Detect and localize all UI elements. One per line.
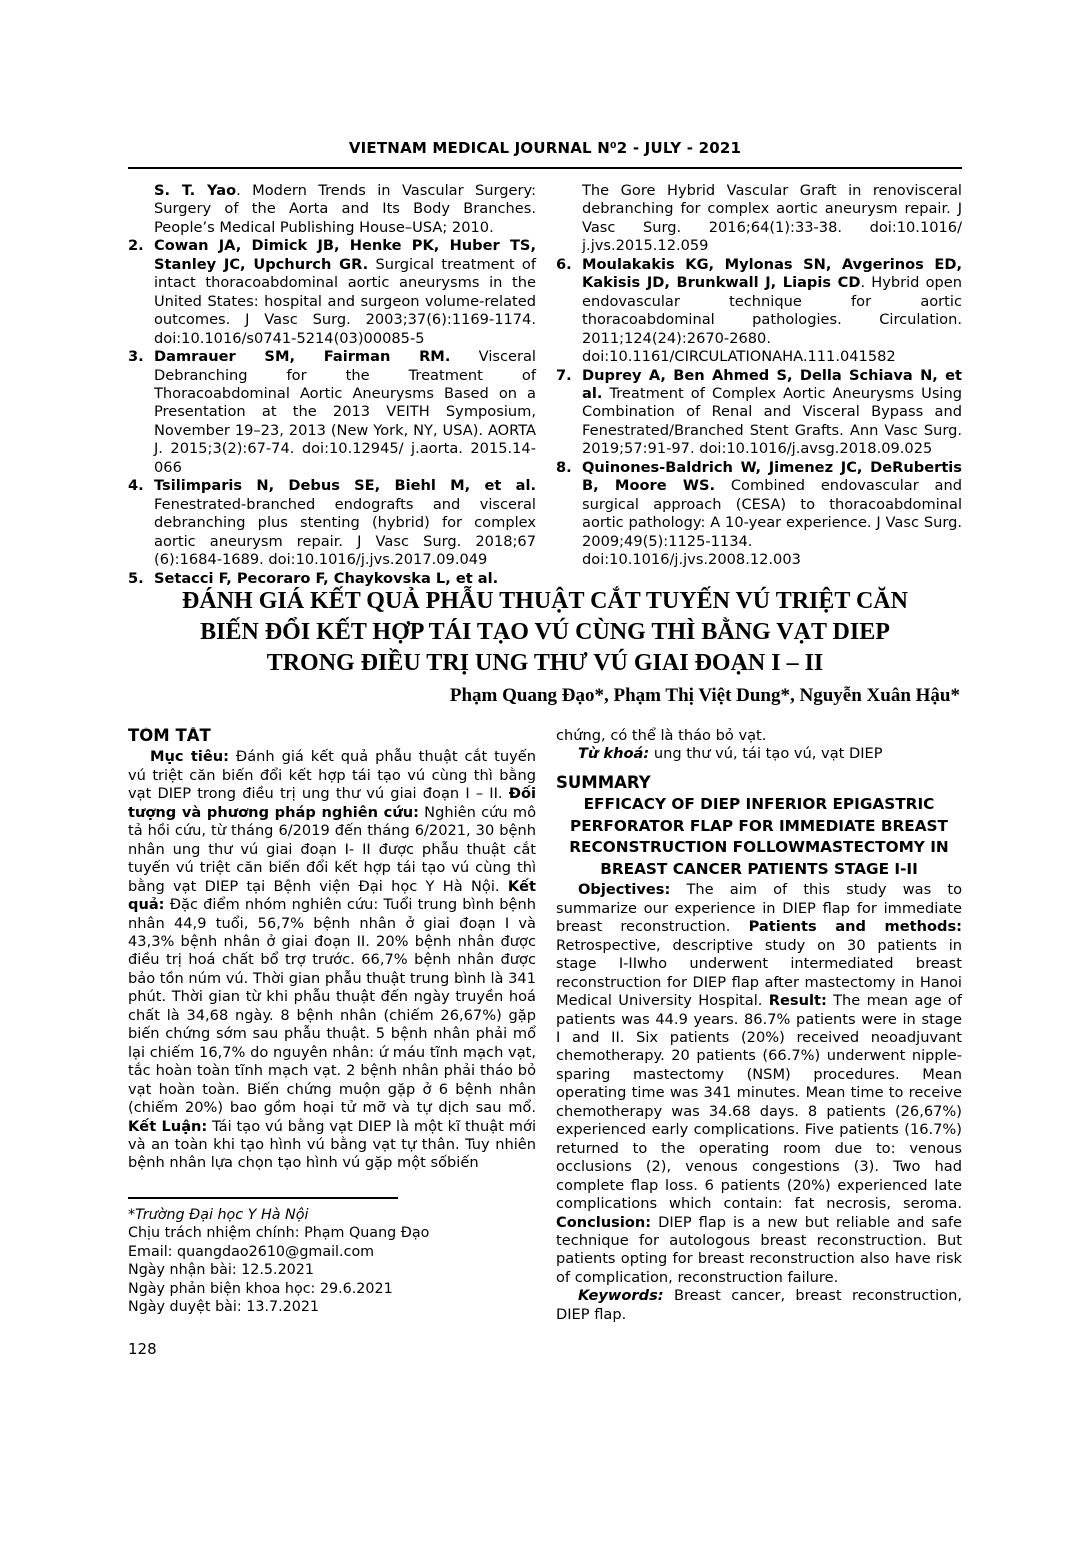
reference-authors: Tsilimparis N, Debus SE, Biehl M, et al. <box>154 477 536 495</box>
reference-number: 7. <box>556 366 572 384</box>
article-title-line-2: BIẾN ĐỔI KẾT HỢP TÁI TẠO VÚ CÙNG THÌ BẰNG VẠT DIEP <box>200 619 890 645</box>
reference-number: 8. <box>556 458 572 476</box>
reference-text: Fenestrated-branched endografts and visceral debranching plus stenting (hybrid) for complex aortic aneurysm repair. J Vasc Surg. 2018;67 (6):1684-1689. doi:10.1016/j.jvs.2017.09.049 <box>154 495 536 569</box>
conclusion-text-vi: Tái tạo vú bằng vạt DIEP là một kĩ thuật mới và an toàn khi tạo hình vú bằng vạt tự thân. Tuy nhiên bệnh nhân lựa chọn tạo hình vú gặp một sốbiến <box>128 1117 536 1172</box>
reference-authors: Quinones-Baldrich W, Jimenez JC, DeRubertis B, Moore WS. <box>582 458 962 495</box>
header-rule <box>128 167 962 169</box>
summary-title-line-4: BREAST CANCER PATIENTS STAGE I-II <box>600 859 918 878</box>
reference-item-2 <box>128 237 536 348</box>
methods-text-en: Retrospective, descriptive study on 30 patients in stage I-IIwho underwent intermediated breast reconstruction for DIEP flap after mastectomy in Hanoi Medical University Hospital. <box>556 936 962 1010</box>
reference-item-4 <box>128 477 536 569</box>
keywords-text-en: Breast cancer, breast reconstruction, DIEP flap. <box>556 1287 962 1323</box>
reference-authors: Damrauer SM, Fairman RM. <box>154 348 451 366</box>
references-section <box>128 182 962 588</box>
footnote-email: Email: quangdao2610@gmail.com <box>128 1243 375 1260</box>
footnote-block <box>128 1197 536 1316</box>
reference-item-6 <box>556 256 962 367</box>
conclusion-text-en: DIEP flap is a new but reliable and safe technique for autologous breast reconstruction. But patients opting for breast reconstruction also have risk of complication, reconstruction failure. <box>556 1213 962 1286</box>
reference-authors: Setacci F, Pecoraro F, Chaykovska L, et al. <box>154 569 499 587</box>
result-text-en: The mean age of patients was 44.9 years. 86.7% patients were in stage I and II. Six patients (20%) received neoadjuvant chemotherapy. 20 patients (66.7%) underwent nipple-sparing mastectomy (NSM) procedures. Mean operating time was 341 minutes. Mean time to receive chemotherapy was 34.68 days. 8 patients (26,67%) experienced early complications. Five patients (16.7%) returned to the operating room due to: venous occlusions (2), venous congestions (3). Two had complete flap loss. 6 patients (20%) experienced late complications which contain: fat necrosis, seroma. <box>556 992 962 1213</box>
objectives-text-en: The aim of this study was to summarize our experience in DIEP flap for immediate breast reconstruction. <box>556 881 962 936</box>
summary-title <box>556 794 962 880</box>
reference-text: . Hybrid open endovascular technique for aortic thoracoabdominal pathologies. Circulation. 2011;124(24):2670-2680. doi:10.1161/CIRCULATIONAHA.111.041582 <box>582 274 962 366</box>
footnote-received-date: Ngày nhận bài: 12.5.2021 <box>128 1262 314 1279</box>
journal-title: VIETNAM MEDICAL JOURNAL N⁰2 - JULY - 2021 <box>348 139 742 157</box>
tom-tat-heading: TÓM TẮT <box>128 727 211 745</box>
footnote-review-date: Ngày phản biện khoa học: 29.6.2021 <box>128 1280 393 1297</box>
reference-item-1 <box>128 182 536 237</box>
keywords-text-vi: ung thư vú, tái tạo vú, vạt DIEP <box>649 745 883 763</box>
conclusion-label-en: Conclusion: <box>556 1213 652 1231</box>
reference-number: 5. <box>128 569 144 587</box>
article-title <box>128 586 962 679</box>
summary-title-line-2: PERFORATOR FLAP FOR IMMEDIATE BREAST <box>569 816 948 835</box>
keywords-vi <box>556 745 962 763</box>
summary-title-line-3: RECONSTRUCTION FOLLOWMASTECTOMY IN <box>569 838 949 857</box>
objectives-label-vi: Mục tiêu: <box>150 748 230 766</box>
tom-tat-continuation: chứng, có thể là tháo bỏ vạt. <box>556 727 767 744</box>
reference-number: 3. <box>128 348 144 366</box>
footnote-corresponding: Chịu trách nhiệm chính: Phạm Quang Đạo <box>128 1225 430 1242</box>
summary-heading: SUMMARY <box>556 772 651 792</box>
article-title-line-3: TRONG ĐIỀU TRỊ UNG THƯ VÚ GIAI ĐOẠN I – II <box>266 650 824 676</box>
keywords-label-vi: Từ khoá: <box>578 745 650 763</box>
reference-text: . Modern Trends in Vascular Surgery: Surgery of the Aorta and Its Body Branches. People’s Medical Publishing House–USA; 2010. <box>154 182 536 236</box>
references-right-column <box>556 182 962 588</box>
results-label-vi: Kết quả: <box>128 877 536 914</box>
footnote-affiliation: *Trường Đại học Y Hà Nội <box>128 1207 309 1223</box>
methods-label-vi: Đối tượng và phương pháp nghiên cứu: <box>128 785 536 821</box>
reference-authors: Duprey A, Ben Ahmed S, Della Schiava N, et al. <box>582 366 962 402</box>
abstract-right-column <box>556 727 962 1324</box>
reference-number: 6. <box>556 255 572 273</box>
reference-text: Surgical treatment of intact thoracoabdominal aortic aneurysms in the United States: hospital and surgeon volume-related outcomes. J Vasc Surg. 2003;37(6):1169-1174. doi:10.1016/s0741-5214(03)00085-5 <box>154 255 537 347</box>
reference-authors: S. T. Yao <box>154 182 237 199</box>
conclusion-label-vi: Kết Luận: <box>128 1117 208 1135</box>
reference-text: The Gore Hybrid Vascular Graft in renovisceral debranching for complex aortic aneurysm repair. J Vasc Surg. 2016;64(1):33-38. doi:10.1016/ j.jvs.2015.12.059 <box>582 182 962 255</box>
reference-authors: Cowan JA, Dimick JB, Henke PK, Huber TS, Stanley JC, Upchurch GR. <box>154 237 536 273</box>
objectives-label-en: Objectives: <box>578 881 671 899</box>
article-title-line-1: ĐÁNH GIÁ KẾT QUẢ PHẪU THUẬT CẮT TUYẾN VÚ TRIỆT CĂN <box>182 588 908 614</box>
abstract-left-column <box>128 727 536 1197</box>
keywords-label-en: Keywords: <box>578 1287 664 1305</box>
footnote-rule <box>128 1197 398 1199</box>
page-header <box>128 139 962 157</box>
reference-item-3 <box>128 348 536 477</box>
references-left-column <box>128 182 536 588</box>
page-number: 128 <box>128 1340 157 1358</box>
footnote-accepted-date: Ngày duyệt bài: 13.7.2021 <box>128 1299 320 1316</box>
tom-tat-paragraph <box>128 748 536 1172</box>
objectives-text-vi: Đánh giá kết quả phẫu thuật cắt tuyến vú triệt căn biến đổi kết hợp tái tạo vú cùng thì bằng vạt DIEP trong điều trị ung thư vú giai đoạn I – II. <box>128 748 536 803</box>
reference-text: Combined endovascular and surgical approach (CESA) to thoracoabdominal aortic pathology: A 10-year experience. J Vasc Surg. 2009;49(5):1125-1134. doi:10.1016/j.jvs.2008.12.003 <box>582 477 962 569</box>
reference-item-8 <box>556 459 962 570</box>
article-authors: Phạm Quang Đạo*, Phạm Thị Việt Dung*, Nguyễn Xuân Hậu* <box>449 685 960 706</box>
methods-label-en: Patients and methods: <box>748 918 962 936</box>
reference-text: Visceral Debranching for the Treatment of Thoracoabdominal Aortic Aneurysms Based on a Presentation at the 2013 VEITH Symposium, November 19–23, 2013 (New York, NY, USA). AORTA J. 2015;3(2):67-74. doi:10.12945/ j.aorta. 2015.14-066 <box>154 348 536 476</box>
reference-item-5-continued <box>556 182 962 256</box>
summary-title-line-1: EFFICACY OF DIEP INFERIOR EPIGASTRIC <box>583 795 935 814</box>
reference-authors: Moulakakis KG, Mylonas SN, Avgerinos ED, Kakisis JD, Brunkwall J, Liapis CD <box>582 255 962 292</box>
results-text-vi: Đặc điểm nhóm nghiên cứu: Tuổi trung bình bệnh nhân 44,9 tuổi, 56,7% bệnh nhân ở giai đoạn I và 43,3% bệnh nhân ở giai đoạn II. 20% bệnh nhân được điều trị hoá chất bổ trợ trước. 66,7% bệnh nhân được bảo tồn núm vú. Thời gian phẫu thuật trung bình là 341 phút. Thời gian từ khi phẫu thuật đến ngày truyền hoá chất là 34,68 ngày. 8 bệnh nhân (chiếm 26,67%) gặp biến chứng sớm sau phẫu thuật. 5 bệnh nhân phải mổ lại chiếm 16,7% do nguyên nhân: ứ máu tĩnh mạch vạt, tắc hoàn toàn tĩnh mạch vạt. 2 bệnh nhân phải tháo bỏ vạt hoàn toàn. Biến chứng muộn gặp ở 6 bệnh nhân (chiếm 20%) bao gồm hoại tử mỡ và tự dịch sau mổ. <box>128 896 536 1117</box>
methods-text-vi: Nghiên cứu mô tả hồi cứu, từ tháng 6/2019 đến tháng 6/2021, 30 bệnh nhân ung thư vú giai đoạn I- II được phẫu thuật cắt tuyến vú triệt căn biến đổi kết hợp tái tạo vú cùng thì bằng vạt DIEP tại Bệnh viện Đại học Y Hà Nội. <box>128 803 536 895</box>
summary-paragraph <box>556 881 962 1287</box>
keywords-en <box>556 1287 962 1324</box>
reference-item-7 <box>556 367 962 459</box>
result-label-en: Result: <box>768 992 827 1010</box>
reference-text: Treatment of Complex Aortic Aneurysms Using Combination of Renal and Visceral Bypass and Fenestrated/Branched Stent Grafts. Ann Vasc Surg. 2019;57:91-97. doi:10.1016/j.avsg.2018.09.025 <box>582 384 962 458</box>
reference-number: 2. <box>128 237 144 255</box>
reference-number: 4. <box>128 477 144 495</box>
